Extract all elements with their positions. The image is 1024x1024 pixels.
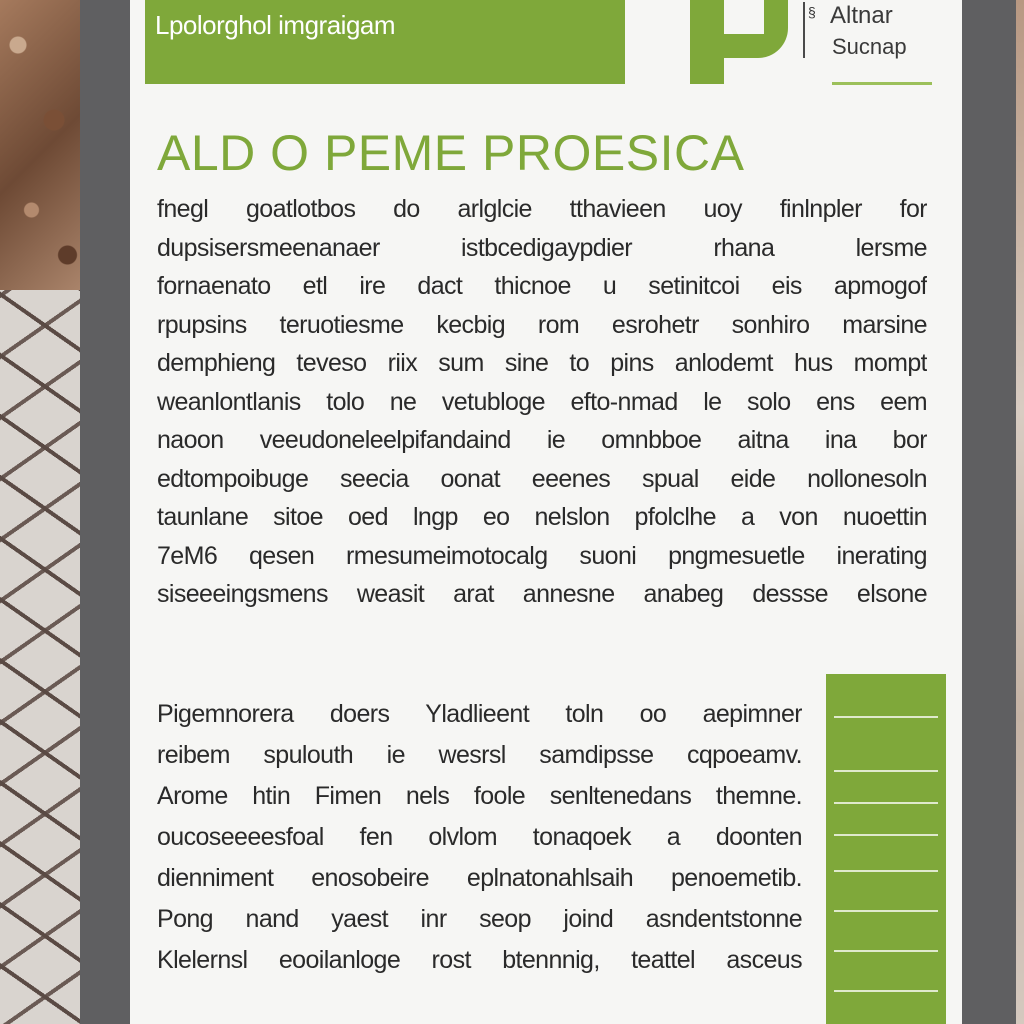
text-line: Arome htin Fimen nels foole senltenedans themne. <box>157 782 802 810</box>
text-line: fnegl goatlotbos do arlglcie tthavieen uoy finlnpler for <box>157 195 927 223</box>
text-line: reibem spulouth ie wesrsl samdipsse cqpoeamv. <box>157 741 802 769</box>
body-paragraph-2 <box>157 694 802 981</box>
sidebar-rule <box>834 834 938 836</box>
page-headline: ALD O PEME PROESICA <box>157 125 745 181</box>
text-line: naoon veeudoneleelpifandaind ie omnbboe aitna ina bor <box>157 426 927 454</box>
text-line: rpupsins teruotiesme kecbig rom esrohetr sonhiro marsine <box>157 310 927 339</box>
logo-mark: § <box>808 4 816 20</box>
text-line: siseeeingsmens weasit arat annesne anabeg dessse elsone <box>157 580 927 608</box>
text-line: taunlane sitoe oed lngp eo nelslon pfolclhe a von nuoettin <box>157 503 927 531</box>
text-line: demphieng teveso riix sum sine to pins anlodemt hus mompt <box>157 349 927 377</box>
text-line: dienniment enosobeire eplnatonahlsaih penoemetib. <box>157 864 802 892</box>
banner-title: Lpolorghol imgraigam <box>155 10 396 40</box>
sidebar-block <box>826 674 946 1024</box>
sidebar-rule <box>834 910 938 912</box>
soil-background <box>0 0 90 300</box>
sidebar-rule <box>834 950 938 952</box>
paving-background <box>0 290 90 1024</box>
text-line: weanlontlanis tolo ne vetubloge efto-nmad le solo ens eem <box>157 387 927 416</box>
logo-underline <box>832 82 932 85</box>
sidebar-rule <box>834 770 938 772</box>
sidebar-rule <box>834 990 938 992</box>
sidebar-rule <box>834 802 938 804</box>
text-line: fornaenato etl ire dact thicnoe u setinitcoi eis apmogof <box>157 272 927 300</box>
text-line: 7eM6 qesen rmesumeimotocalg suoni pngmesuetle inerating <box>157 541 927 570</box>
sidebar-rule <box>834 716 938 718</box>
logo-divider <box>803 2 805 58</box>
logo-p-icon <box>690 0 790 84</box>
logo-text-line1: Altnar <box>830 2 893 29</box>
text-line: oucoseeeesfoal fen olvlom tonaqoek a doonten <box>157 823 802 851</box>
logo-text-line2: Sucnap <box>832 34 907 59</box>
text-line: edtompoibuge seecia oonat eeenes spual eide nollonesoln <box>157 464 927 493</box>
sidebar-rule <box>834 870 938 872</box>
text-line: Pong nand yaest inr seop joind asndentstonne <box>157 905 802 933</box>
text-line: Klelernsl eooilanloge rost btennnig, teattel asceus <box>157 946 802 974</box>
text-line: Pigemnorera doers Yladlieent toln oo aepimner <box>157 700 802 728</box>
body-paragraph-1 <box>157 190 927 614</box>
text-line: dupsisersmeenanaer istbcedigaypdier rhana lersme <box>157 233 927 262</box>
